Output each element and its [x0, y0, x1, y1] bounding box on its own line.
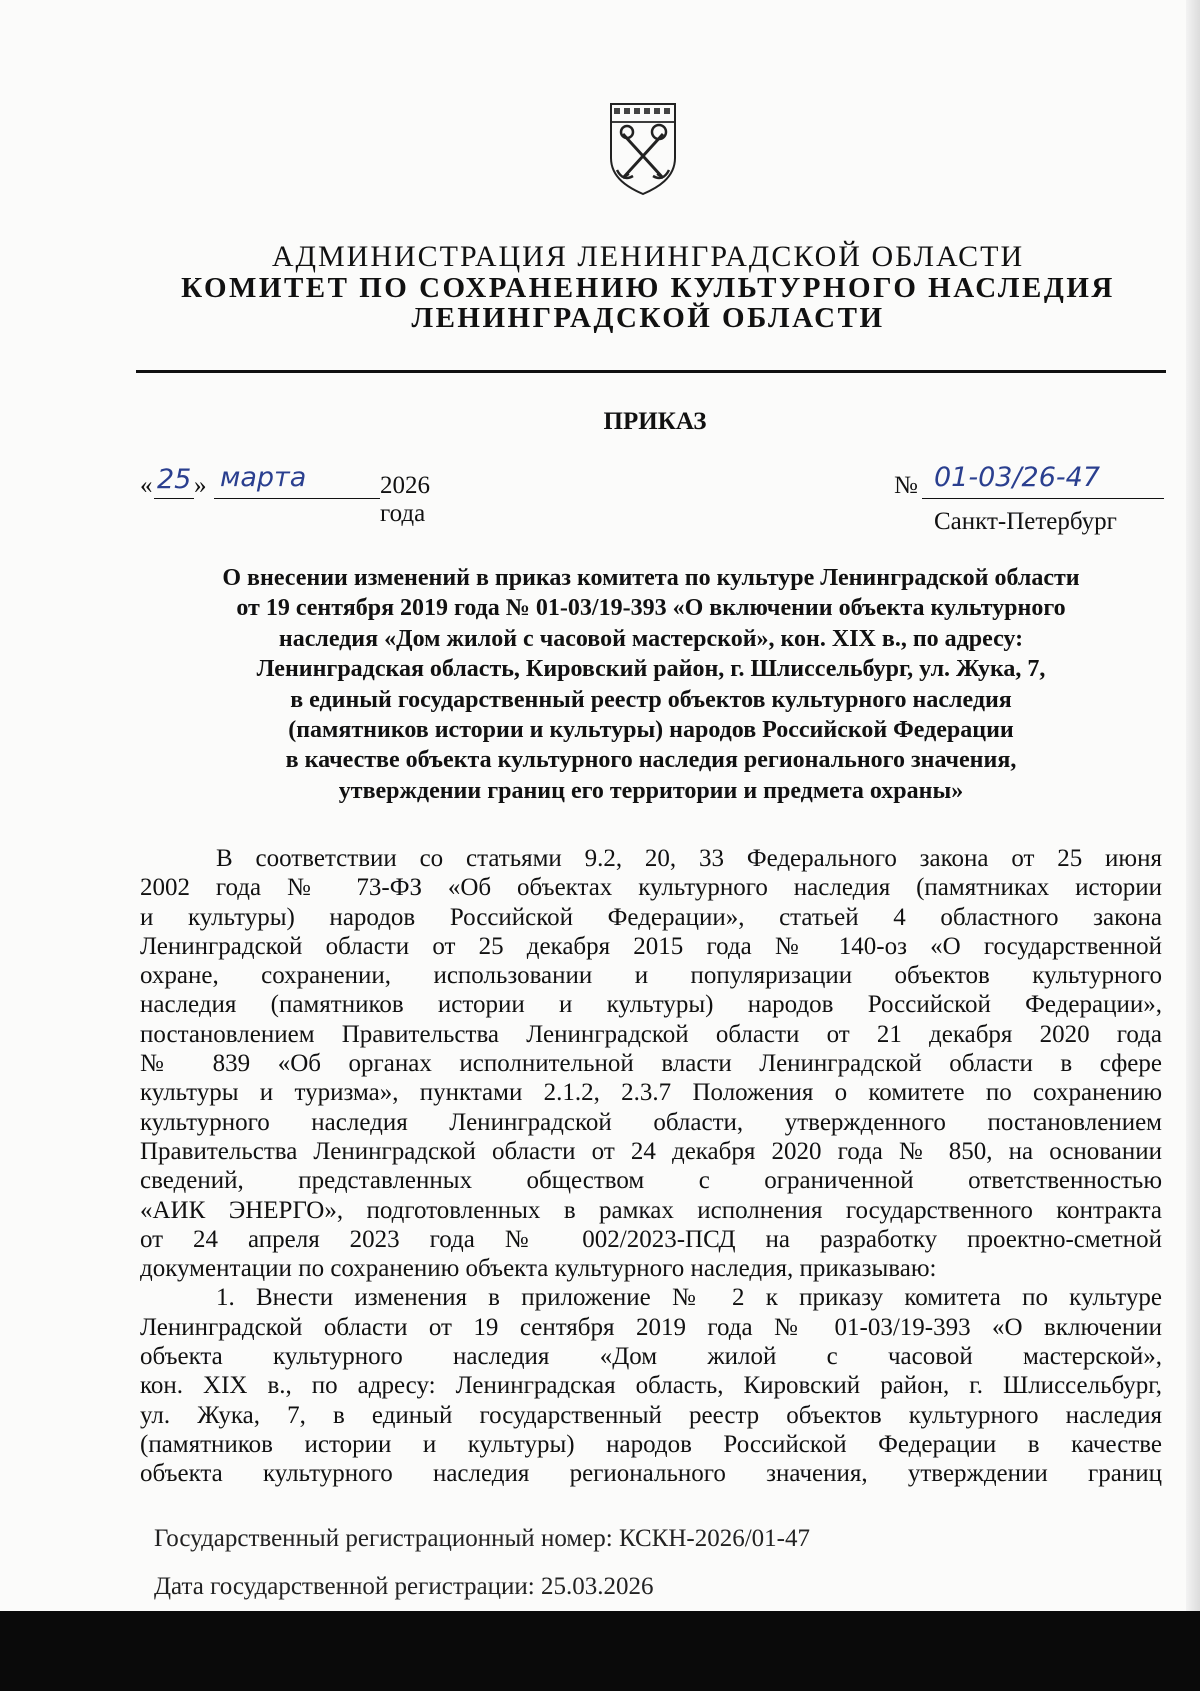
title-line: от 19 сентября 2019 года № 01-03/19-393 «О включении объекта культурного — [236, 595, 1066, 622]
body-line: В соответствии со статьями 9.2, 20, 33 Федерального закона от 25 июня — [216, 845, 1162, 872]
day-underline — [154, 498, 194, 499]
title-line: О внесении изменений в приказ комитета по культуре Ленинградской области — [222, 565, 1080, 591]
body-line: и культуры) народов Российской Федерации», статьей 4 областного закона — [140, 903, 1162, 931]
body-line: охране, сохранении, использовании и популяризации объектов культурного — [140, 962, 1162, 990]
month-underline — [214, 498, 380, 499]
body-line: 2002 года № 73-ФЗ «Об объектах культурного наследия (памятниках истории — [140, 874, 1162, 902]
document-city: Санкт-Петербург — [934, 508, 1117, 535]
body-line: 1. Внести изменения в приложение № 2 к приказу комитета по культуре — [216, 1284, 1162, 1312]
body-line: «АИК ЭНЕРГО», подготовленных в рамках исполнения государственного контракта — [140, 1196, 1162, 1224]
title-line: наследия «Дом жилой с часовой мастерской», кон. XIX в., по адресу: — [278, 625, 1024, 652]
body-line: культуры и туризма», пунктами 2.1.2, 2.3.7 Положения о комитете по сохранению — [140, 1079, 1162, 1107]
registration-number: Государственный регистрационный номер: КСКН-2026/01-47 — [154, 1525, 811, 1552]
body-line: (памятников истории и культуры) народов Российской Федерации в качестве — [140, 1430, 1162, 1458]
number-underline — [922, 498, 1164, 499]
header-committee: КОМИТЕТ ПО СОХРАНЕНИЮ КУЛЬТУРНОГО НАСЛЕДИЯ — [181, 272, 1115, 304]
document-title — [140, 563, 1162, 806]
body-line: наследия (памятников истории и культуры) народов Российской Федерации», — [140, 991, 1162, 1019]
body-line: Ленинградской области от 19 сентября 2019 года № 01-03/19-393 «О включении — [140, 1313, 1162, 1341]
body-line: документации по сохранению объекта культурного наследия, приказываю: — [140, 1255, 937, 1283]
handwritten-number: 01-03/26-47 — [934, 462, 1101, 493]
body-line: объекта культурного наследия «Дом жилой с часовой мастерской», — [140, 1343, 1162, 1371]
body-line: ул. Жука, 7, в единый государственный реестр объектов культурного наследия — [140, 1401, 1162, 1429]
header-administration: АДМИНИСТРАЦИЯ ЛЕНИНГРАДСКОЙ ОБЛАСТИ — [271, 240, 1025, 273]
body-line: Ленинградской области от 25 декабря 2015 года № 140-оз «О государственной — [140, 932, 1162, 960]
body-line: кон. XIX в., по адресу: Ленинградская область, Кировский район, г. Шлиссельбург, — [140, 1372, 1162, 1400]
header-divider — [136, 370, 1166, 373]
handwritten-day: 25 — [157, 464, 192, 495]
leningrad-oblast-coat-of-arms-icon — [607, 100, 679, 196]
number-sign: № — [894, 472, 918, 499]
body-line: постановлением Правительства Ленинградской области от 21 декабря 2020 года — [140, 1020, 1162, 1048]
date-open-quote: « — [140, 472, 153, 499]
title-line: (памятников истории и культуры) народов Российской Федерации — [288, 717, 1014, 744]
document-body — [140, 844, 1162, 1489]
date-year: 2026 года — [380, 472, 430, 527]
body-line: от 24 апреля 2023 года № 002/2023-ПСД на разработку проектно-сметной — [140, 1225, 1162, 1253]
header-region: ЛЕНИНГРАДСКОЙ ОБЛАСТИ — [411, 302, 885, 334]
handwritten-month: марта — [220, 462, 307, 493]
title-line: утверждении границ его территории и предмета охраны» — [338, 777, 964, 804]
body-line: Правительства Ленинградской области от 24 декабря 2020 года № 850, на основании — [140, 1137, 1162, 1165]
body-line: сведений, представленных обществом с ограниченной ответственностью — [140, 1167, 1162, 1195]
title-line: Ленинградская область, Кировский район, г. Шлиссельбург, ул. Жука, 7, — [256, 656, 1046, 683]
registration-date: Дата государственной регистрации: 25.03.2026 — [154, 1573, 654, 1600]
title-line: в единый государственный реестр объектов культурного наследия — [290, 686, 1012, 713]
document-type: ПРИКАЗ — [603, 408, 707, 435]
body-line: культурного наследия Ленинградской области, утвержденного постановлением — [140, 1108, 1162, 1136]
date-close-quote: » — [194, 472, 207, 499]
body-line: объекта культурного наследия регионального значения, утверждении границ — [140, 1460, 1162, 1488]
body-line: № 839 «Об органах исполнительной власти Ленинградской области в сфере — [140, 1050, 1162, 1078]
title-line: в качестве объекта культурного наследия регионального значения, — [285, 747, 1017, 774]
scan-bottom-border — [0, 1611, 1200, 1691]
